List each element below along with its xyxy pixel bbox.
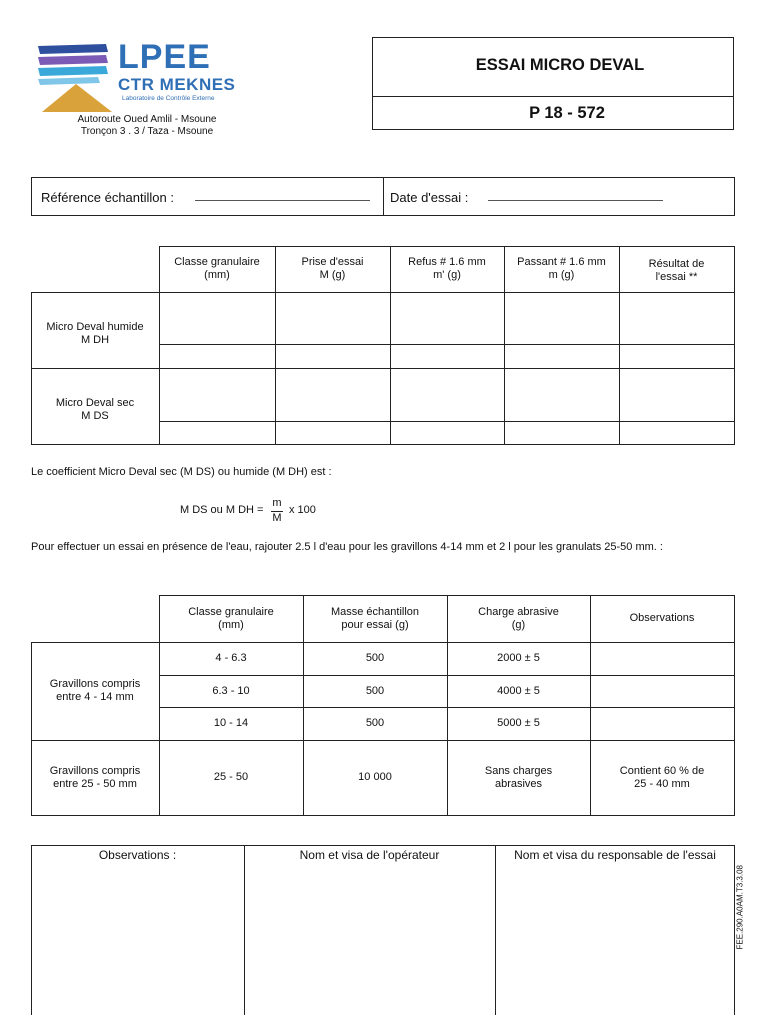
- test-date-field[interactable]: [488, 200, 663, 201]
- t2-cell-observations: Contient 60 % de 25 - 40 mm: [619, 764, 705, 790]
- t2-cell-masse: 10 000: [358, 771, 392, 783]
- logo-primary-text: LPEE: [118, 38, 211, 76]
- t1-row-sec: Micro Deval sec M DS: [55, 397, 135, 422]
- t2-cell-masse: 500: [365, 684, 385, 697]
- logo-tagline: Laboratoire de Contrôle Externe: [122, 95, 215, 102]
- signature-divider: [244, 845, 245, 1015]
- t1-header-resultat: Résultat de l'essai **: [648, 258, 705, 283]
- table1-line: [159, 421, 735, 422]
- t2-cell-charge: 5000 ± 5: [497, 717, 540, 729]
- sample-reference-label: Référence échantillon :: [41, 190, 174, 205]
- observations-label: Observations :: [98, 848, 177, 862]
- formula-intro: Le coefficient Micro Deval sec (M DS) ou humide (M DH) est :: [31, 466, 332, 478]
- t1-header-refus: Refus # 1.6 mm m' (g): [408, 256, 486, 281]
- operator-signature-label: Nom et visa de l'opérateur: [299, 848, 440, 862]
- signature-divider: [495, 845, 496, 1015]
- t1-row-humide: Micro Deval humide M DH: [46, 321, 144, 346]
- t1-header-passant: Passant # 1.6 mm m (g): [517, 256, 606, 281]
- document-title: ESSAI MICRO DEVAL: [475, 56, 645, 74]
- t1-header-classe: Classe granulaire (mm): [174, 256, 260, 281]
- norm-reference: P 18 - 572: [529, 104, 605, 122]
- t2-cell-charge: 4000 ± 5: [497, 684, 540, 697]
- formula-lhs: M DS ou M DH =: [180, 504, 264, 516]
- formula-denominator: M: [272, 512, 282, 524]
- responsible-signature-label: Nom et visa du responsable de l'essai: [514, 848, 716, 862]
- sample-reference-field[interactable]: [195, 200, 370, 201]
- t2-cell-masse: 500: [365, 652, 385, 664]
- table1-line: [159, 344, 735, 345]
- t2-cell-classe: 25 - 50: [213, 771, 249, 783]
- t2-group-25-50: Gravillons compris entre 25 - 50 mm: [49, 764, 141, 790]
- t2-header-charge: Charge abrasive (g): [478, 605, 559, 631]
- title-divider: [372, 96, 734, 97]
- t2-cell-classe: 4 - 6.3: [215, 652, 247, 664]
- water-note: Pour effectuer un essai en présence de l'eau, rajouter 2.5 l d'eau pour les gravillons 4-14 mm et 2 l pour les granulats 25-50 mm. :: [31, 541, 663, 553]
- t2-cell-masse: 500: [365, 717, 385, 729]
- t2-cell-classe: 6.3 - 10: [212, 684, 250, 697]
- formula-rhs: x 100: [289, 504, 316, 516]
- signature-box: [31, 845, 735, 1015]
- table2-line: [734, 595, 735, 816]
- table2-line: [31, 815, 735, 816]
- t2-cell-charge: 2000 ± 5: [497, 652, 540, 664]
- logo-secondary-text: CTR MEKNES: [118, 75, 236, 94]
- table1-line: [31, 368, 735, 369]
- reference-divider: [383, 177, 384, 216]
- t2-header-masse: Masse échantillon pour essai (g): [330, 605, 420, 631]
- t2-cell-charge: Sans charges abrasives: [484, 764, 553, 790]
- table1-line: [734, 246, 735, 445]
- t1-header-prise: Prise d'essai M (g): [301, 256, 364, 281]
- t2-header-classe: Classe granulaire (mm): [188, 605, 274, 631]
- address-line-2: Tronçon 3 . 3 / Taza - Msoune: [80, 126, 214, 137]
- t2-header-observations: Observations: [629, 612, 695, 624]
- formula-numerator: m: [272, 497, 282, 509]
- form-code: FEE.290.A0AM.T3.3.08: [735, 865, 745, 950]
- table1-line: [31, 444, 735, 445]
- t2-cell-classe: 10 - 14: [213, 717, 249, 729]
- t2-group-4-14: Gravillons compris entre 4 - 14 mm: [49, 678, 141, 703]
- test-date-label: Date d'essai :: [390, 190, 469, 205]
- address-line-1: Autoroute Oued Amlil - Msoune: [77, 114, 217, 125]
- lpee-logo-mark: [36, 42, 116, 114]
